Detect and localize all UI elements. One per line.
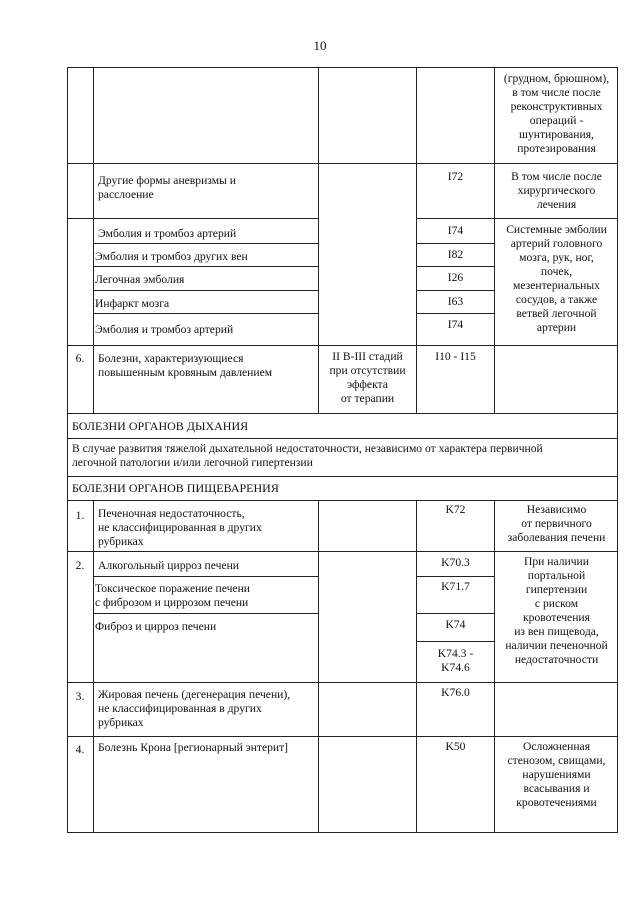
- row-line: [416, 641, 494, 642]
- section-text: В случае развития тяжелой дыхательной недостаточности, независимо от характера первичной легочной патологии и/или легочной гипертензии: [72, 442, 543, 469]
- cell-code: I74: [447, 224, 464, 237]
- row-line: [416, 313, 494, 314]
- cell-code: K50: [445, 740, 466, 753]
- row-line: [416, 576, 494, 577]
- row-line: [67, 682, 618, 683]
- row-line: [67, 345, 618, 346]
- cell-disease: Эмболия и тромбоз артерий: [95, 323, 234, 336]
- col-line: [93, 500, 94, 833]
- cell-disease: Алкогольный цирроз печени: [98, 559, 240, 572]
- cell-disease: Жировая печень (дегенерация печени), не классифицированная в других рубриках: [98, 688, 291, 729]
- cell-stage: II В-III стадий при отсутствии эффекта от терапии: [329, 350, 406, 405]
- cell-disease: Эмболия и тромбоз артерий: [98, 227, 237, 240]
- row-line: [94, 290, 318, 291]
- row-line: [416, 290, 494, 291]
- row-line: [416, 218, 618, 219]
- section-header: БОЛЕЗНИ ОРГАНОВ ПИЩЕВАРЕНИЯ: [72, 481, 279, 495]
- cell-code: K74.3 - K74.6: [437, 647, 474, 674]
- row-number: 1.: [75, 509, 85, 522]
- cell-note: Осложненная стенозом, свищами, нарушениями всасывания и кровотечениями: [507, 740, 606, 809]
- row-line: [67, 476, 618, 477]
- row-number: 4.: [75, 743, 85, 756]
- cell-disease: Токсическое поражение печени с фиброзом и циррозом печени: [95, 582, 250, 609]
- cell-disease: Инфаркт мозга: [95, 297, 170, 310]
- row-line: [67, 551, 618, 552]
- cell-code: K72: [445, 503, 466, 516]
- col-line: [318, 500, 319, 833]
- row-line: [94, 613, 318, 614]
- cell-code: K70.3: [441, 556, 470, 569]
- col-line: [93, 67, 94, 413]
- section-header: БОЛЕЗНИ ОРГАНОВ ДЫХАНИЯ: [72, 419, 249, 433]
- row-line: [67, 218, 318, 219]
- cell-disease: Болезни, характеризующиеся повышенным кровяным давлением: [98, 352, 273, 379]
- row-line: [416, 266, 494, 267]
- cell-note: Независимо от первичного заболевания печени: [507, 503, 606, 544]
- row-line: [94, 313, 318, 314]
- row-line: [416, 243, 494, 244]
- cell-note: (грудном, брюшном), в том числе после реконструктивных операций - шунтирования, протезирования: [503, 72, 610, 155]
- cell-code: I63: [447, 295, 464, 308]
- cell-disease: Легочная эмболия: [95, 273, 185, 286]
- cell-code: K71.7: [441, 580, 470, 593]
- cell-code: I74: [447, 318, 464, 331]
- cell-disease: Болезнь Крона [регионарный энтерит]: [98, 741, 289, 754]
- cell-code: I72: [447, 170, 464, 183]
- cell-code: K74: [445, 618, 466, 631]
- cell-disease: Фиброз и цирроз печени: [95, 620, 217, 633]
- row-line: [94, 266, 318, 267]
- cell-code: I82: [447, 248, 464, 261]
- cell-note: При наличии портальной гипертензии с риском кровотечения из вен пищевода, наличии печеночной недостаточности: [505, 555, 608, 666]
- cell-code: I26: [447, 271, 464, 284]
- row-line: [94, 576, 318, 577]
- row-line: [94, 243, 318, 244]
- row-number: 2.: [75, 559, 85, 572]
- row-line: [67, 736, 618, 737]
- cell-disease: Другие формы аневризмы и расслоение: [98, 174, 236, 201]
- row-line: [67, 413, 618, 414]
- row-line: [416, 613, 494, 614]
- cell-code: I10 - I15: [435, 350, 476, 363]
- row-line: [67, 500, 618, 501]
- row-line: [67, 163, 618, 164]
- page-number: 10: [313, 38, 327, 53]
- cell-note: В том числе после хирургического лечения: [511, 170, 602, 211]
- row-number: 3.: [75, 690, 85, 703]
- row-line: [67, 438, 618, 439]
- row-number: 6.: [75, 352, 85, 365]
- cell-note: Системные эмболии артерий головного мозга, рук, ног, почек, мезентериальных сосудов, а также ветвей легочной артерии: [506, 223, 607, 334]
- cell-disease: Печеночная недостаточность, не классифицированная в других рубриках: [98, 507, 262, 548]
- cell-code: K76.0: [441, 686, 470, 699]
- cell-disease: Эмболия и тромбоз других вен: [95, 250, 248, 263]
